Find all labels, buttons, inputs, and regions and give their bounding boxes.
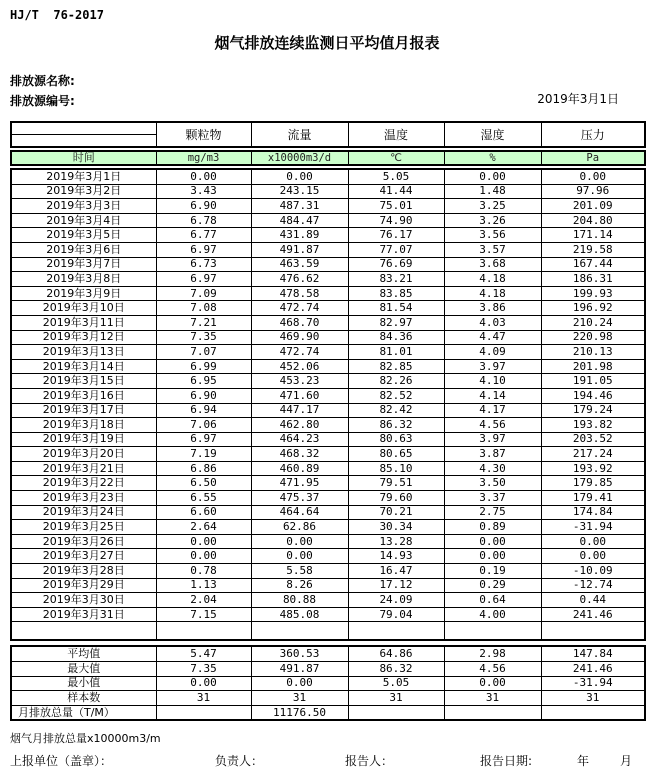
value-cell: 79.04 <box>348 607 444 622</box>
table-row <box>11 213 645 228</box>
value-cell: 6.90 <box>156 388 251 403</box>
value-cell: 491.87 <box>251 242 348 257</box>
time-header-spacer-top <box>11 122 156 135</box>
reporter-label: 报告人： <box>345 754 394 769</box>
value-cell: 17.12 <box>348 578 444 593</box>
value-cell: 74.90 <box>348 213 444 228</box>
date-cell: 2019年3月28日 <box>11 564 156 579</box>
value-cell: 3.37 <box>444 491 541 506</box>
month-label: 月 <box>620 754 633 769</box>
date-cell: 2019年3月4日 <box>11 213 156 228</box>
date-cell: 2019年3月30日 <box>11 593 156 608</box>
value-cell: 82.52 <box>348 388 444 403</box>
table-row <box>11 607 645 622</box>
value-cell: 179.41 <box>541 491 645 506</box>
value-cell: 469.90 <box>251 330 348 345</box>
value-cell: 203.52 <box>541 432 645 447</box>
value-cell: 453.23 <box>251 374 348 389</box>
value-cell: 0.78 <box>156 564 251 579</box>
date-cell: 2019年3月16日 <box>11 388 156 403</box>
value-cell: 4.17 <box>444 403 541 418</box>
table-row <box>11 228 645 243</box>
summary-label: 月排放总量（T/M） <box>11 705 156 720</box>
table-row <box>11 169 645 184</box>
value-cell: 6.99 <box>156 359 251 374</box>
value-cell: 193.82 <box>541 418 645 433</box>
column-header-1: 流量 <box>251 122 348 147</box>
date-cell: 2019年3月7日 <box>11 257 156 272</box>
table-row <box>11 505 645 520</box>
summary-value-cell: 5.47 <box>156 646 251 661</box>
summary-value-cell: 360.53 <box>251 646 348 661</box>
value-cell: 485.08 <box>251 607 348 622</box>
value-cell: 452.06 <box>251 359 348 374</box>
value-cell: 460.89 <box>251 461 348 476</box>
summary-value-cell: 86.32 <box>348 662 444 677</box>
units-row <box>11 151 645 165</box>
value-cell: 86.32 <box>348 418 444 433</box>
date-cell: 2019年3月8日 <box>11 272 156 287</box>
table-row <box>11 447 645 462</box>
time-header-spacer-bottom <box>11 135 156 148</box>
value-cell: 472.74 <box>251 345 348 360</box>
value-cell: 3.56 <box>444 228 541 243</box>
report-table <box>10 121 644 721</box>
table-row <box>11 359 645 374</box>
value-cell: -12.74 <box>541 578 645 593</box>
value-cell: 167.44 <box>541 257 645 272</box>
summary-value-cell: 64.86 <box>348 646 444 661</box>
value-cell: 4.18 <box>444 272 541 287</box>
value-cell: 4.18 <box>444 286 541 301</box>
blank-cell <box>444 622 541 641</box>
value-cell: 220.98 <box>541 330 645 345</box>
summary-value-cell: 7.35 <box>156 662 251 677</box>
summary-value-cell: 31 <box>541 691 645 706</box>
summary-value-cell: 31 <box>251 691 348 706</box>
column-header-2: 温度 <box>348 122 444 147</box>
table-row <box>11 272 645 287</box>
value-cell: 83.85 <box>348 286 444 301</box>
table-row <box>11 461 645 476</box>
summary-row <box>11 676 645 691</box>
value-cell: 70.21 <box>348 505 444 520</box>
value-cell: 4.00 <box>444 607 541 622</box>
value-cell: 447.17 <box>251 403 348 418</box>
table-row <box>11 345 645 360</box>
source-id-row <box>10 90 644 108</box>
summary-value-cell: 2.98 <box>444 646 541 661</box>
date-cell: 2019年3月27日 <box>11 549 156 564</box>
value-cell: 80.65 <box>348 447 444 462</box>
value-cell: 6.50 <box>156 476 251 491</box>
value-cell: 0.19 <box>444 564 541 579</box>
summary-value-cell: 241.46 <box>541 662 645 677</box>
value-cell: 4.03 <box>444 315 541 330</box>
parameter-header-row <box>11 122 645 135</box>
value-cell: 194.46 <box>541 388 645 403</box>
table-row <box>11 534 645 549</box>
value-cell: 82.26 <box>348 374 444 389</box>
value-cell: 13.28 <box>348 534 444 549</box>
value-cell: 0.00 <box>156 549 251 564</box>
table-row <box>11 388 645 403</box>
value-cell: 4.56 <box>444 418 541 433</box>
summary-value-cell: 31 <box>444 691 541 706</box>
summary-value-cell: 4.56 <box>444 662 541 677</box>
value-cell: 7.07 <box>156 345 251 360</box>
summary-row <box>11 662 645 677</box>
value-cell: 30.34 <box>348 520 444 535</box>
summary-value-cell: -31.94 <box>541 676 645 691</box>
value-cell: 7.06 <box>156 418 251 433</box>
value-cell: 7.19 <box>156 447 251 462</box>
table-row <box>11 257 645 272</box>
value-cell: 0.00 <box>251 169 348 184</box>
column-unit-2: ℃ <box>348 151 444 165</box>
value-cell: 6.97 <box>156 272 251 287</box>
table-row <box>11 476 645 491</box>
value-cell: 464.23 <box>251 432 348 447</box>
date-cell: 2019年3月20日 <box>11 447 156 462</box>
column-unit-3: % <box>444 151 541 165</box>
value-cell: 217.24 <box>541 447 645 462</box>
date-cell: 2019年3月26日 <box>11 534 156 549</box>
value-cell: 7.35 <box>156 330 251 345</box>
value-cell: 81.54 <box>348 301 444 316</box>
value-cell: 462.80 <box>251 418 348 433</box>
value-cell: 3.87 <box>444 447 541 462</box>
value-cell: 24.09 <box>348 593 444 608</box>
value-cell: 0.89 <box>444 520 541 535</box>
date-cell: 2019年3月24日 <box>11 505 156 520</box>
source-name-label: 排放源名称: <box>10 74 75 88</box>
value-cell: 6.60 <box>156 505 251 520</box>
value-cell: 476.62 <box>251 272 348 287</box>
value-cell: 0.00 <box>541 549 645 564</box>
value-cell: 2.75 <box>444 505 541 520</box>
value-cell: 484.47 <box>251 213 348 228</box>
summary-row <box>11 705 645 720</box>
value-cell: 0.00 <box>444 534 541 549</box>
summary-value-cell <box>156 705 251 720</box>
value-cell: 1.13 <box>156 578 251 593</box>
table-row <box>11 418 645 433</box>
blank-cell <box>251 622 348 641</box>
value-cell: 0.64 <box>444 593 541 608</box>
table-row <box>11 301 645 316</box>
table-row <box>11 199 645 214</box>
table-row <box>11 286 645 301</box>
table-row <box>11 593 645 608</box>
value-cell: 4.09 <box>444 345 541 360</box>
value-cell: 8.26 <box>251 578 348 593</box>
value-cell: 14.93 <box>348 549 444 564</box>
date-cell: 2019年3月14日 <box>11 359 156 374</box>
value-cell: 2.04 <box>156 593 251 608</box>
value-cell: 41.44 <box>348 184 444 199</box>
date-cell: 2019年3月11日 <box>11 315 156 330</box>
summary-table <box>10 645 646 721</box>
value-cell: 62.86 <box>251 520 348 535</box>
value-cell: 84.36 <box>348 330 444 345</box>
summary-value-cell <box>541 705 645 720</box>
value-cell: 6.97 <box>156 432 251 447</box>
column-header-3: 湿度 <box>444 122 541 147</box>
value-cell: 4.30 <box>444 461 541 476</box>
value-cell: 6.55 <box>156 491 251 506</box>
value-cell: 5.58 <box>251 564 348 579</box>
table-row <box>11 374 645 389</box>
table-row <box>11 491 645 506</box>
summary-label: 最大值 <box>11 662 156 677</box>
value-cell: 3.97 <box>444 359 541 374</box>
summary-label: 平均值 <box>11 646 156 661</box>
value-cell: 243.15 <box>251 184 348 199</box>
table-row <box>11 330 645 345</box>
value-cell: 0.00 <box>541 534 645 549</box>
value-cell: 471.95 <box>251 476 348 491</box>
value-cell: 76.17 <box>348 228 444 243</box>
time-header-cell: 时间 <box>11 151 156 165</box>
responsible-person-label: 负责人： <box>215 754 264 769</box>
value-cell: 201.09 <box>541 199 645 214</box>
summary-label: 样本数 <box>11 691 156 706</box>
blank-row <box>11 622 645 641</box>
value-cell: 0.29 <box>444 578 541 593</box>
value-cell: 83.21 <box>348 272 444 287</box>
summary-row <box>11 646 645 661</box>
value-cell: 241.46 <box>541 607 645 622</box>
value-cell: 179.24 <box>541 403 645 418</box>
value-cell: 1.48 <box>444 184 541 199</box>
value-cell: 82.85 <box>348 359 444 374</box>
summary-label: 最小值 <box>11 676 156 691</box>
report-date-label: 报告日期: <box>480 754 533 769</box>
report-date: 2019年3月1日 <box>537 92 619 106</box>
column-unit-1: x10000m3/d <box>251 151 348 165</box>
value-cell: 4.10 <box>444 374 541 389</box>
value-cell: 7.15 <box>156 607 251 622</box>
date-cell: 2019年3月29日 <box>11 578 156 593</box>
summary-value-cell: 0.00 <box>156 676 251 691</box>
value-cell: 6.97 <box>156 242 251 257</box>
value-cell: 204.80 <box>541 213 645 228</box>
value-cell: 3.97 <box>444 432 541 447</box>
report-unit-label: 上报单位（盖章）： <box>10 754 113 769</box>
value-cell: 6.94 <box>156 403 251 418</box>
value-cell: 75.01 <box>348 199 444 214</box>
blank-cell <box>348 622 444 641</box>
summary-value-cell: 31 <box>156 691 251 706</box>
value-cell: 79.51 <box>348 476 444 491</box>
summary-value-cell: 31 <box>348 691 444 706</box>
summary-value-cell: 0.00 <box>251 676 348 691</box>
date-cell: 2019年3月13日 <box>11 345 156 360</box>
page-title: 烟气排放连续监测日平均值月报表 <box>214 34 440 52</box>
value-cell: 3.26 <box>444 213 541 228</box>
table-row <box>11 564 645 579</box>
date-cell: 2019年3月3日 <box>11 199 156 214</box>
value-cell: -31.94 <box>541 520 645 535</box>
value-cell: 472.74 <box>251 301 348 316</box>
value-cell: 191.05 <box>541 374 645 389</box>
table-row <box>11 403 645 418</box>
value-cell: 16.47 <box>348 564 444 579</box>
date-cell: 2019年3月23日 <box>11 491 156 506</box>
column-unit-0: mg/m3 <box>156 151 251 165</box>
table-column-headers <box>10 121 646 148</box>
value-cell: 6.77 <box>156 228 251 243</box>
value-cell: 6.78 <box>156 213 251 228</box>
date-cell: 2019年3月1日 <box>11 169 156 184</box>
value-cell: 82.97 <box>348 315 444 330</box>
value-cell: 82.42 <box>348 403 444 418</box>
value-cell: 80.63 <box>348 432 444 447</box>
value-cell: 468.32 <box>251 447 348 462</box>
table-row <box>11 549 645 564</box>
table-row <box>11 520 645 535</box>
value-cell: 3.25 <box>444 199 541 214</box>
table-row <box>11 242 645 257</box>
column-header-4: 压力 <box>541 122 645 147</box>
column-header-0: 颗粒物 <box>156 122 251 147</box>
value-cell: 0.00 <box>444 169 541 184</box>
blank-cell <box>156 622 251 641</box>
value-cell: 201.98 <box>541 359 645 374</box>
value-cell: 77.07 <box>348 242 444 257</box>
value-cell: 0.00 <box>444 549 541 564</box>
value-cell: -10.09 <box>541 564 645 579</box>
summary-value-cell: 11176.50 <box>251 705 348 720</box>
value-cell: 179.85 <box>541 476 645 491</box>
value-cell: 80.88 <box>251 593 348 608</box>
value-cell: 478.58 <box>251 286 348 301</box>
value-cell: 79.60 <box>348 491 444 506</box>
value-cell: 85.10 <box>348 461 444 476</box>
date-cell: 2019年3月12日 <box>11 330 156 345</box>
summary-value-cell <box>444 705 541 720</box>
date-cell: 2019年3月25日 <box>11 520 156 535</box>
value-cell: 6.95 <box>156 374 251 389</box>
value-cell: 0.00 <box>156 534 251 549</box>
value-cell: 471.60 <box>251 388 348 403</box>
table-row <box>11 578 645 593</box>
value-cell: 3.43 <box>156 184 251 199</box>
value-cell: 81.01 <box>348 345 444 360</box>
table-row <box>11 432 645 447</box>
value-cell: 431.89 <box>251 228 348 243</box>
value-cell: 76.69 <box>348 257 444 272</box>
date-cell: 2019年3月9日 <box>11 286 156 301</box>
summary-value-cell: 491.87 <box>251 662 348 677</box>
summary-row <box>11 691 645 706</box>
value-cell: 3.50 <box>444 476 541 491</box>
value-cell: 0.00 <box>156 169 251 184</box>
date-cell: 2019年3月18日 <box>11 418 156 433</box>
value-cell: 4.14 <box>444 388 541 403</box>
value-cell: 210.24 <box>541 315 645 330</box>
value-cell: 7.09 <box>156 286 251 301</box>
table-units-row <box>10 150 646 166</box>
date-cell: 2019年3月5日 <box>11 228 156 243</box>
value-cell: 475.37 <box>251 491 348 506</box>
value-cell: 463.59 <box>251 257 348 272</box>
value-cell: 464.64 <box>251 505 348 520</box>
value-cell: 186.31 <box>541 272 645 287</box>
year-label: 年 <box>577 754 590 769</box>
value-cell: 3.57 <box>444 242 541 257</box>
value-cell: 0.00 <box>251 549 348 564</box>
value-cell: 97.96 <box>541 184 645 199</box>
date-cell: 2019年3月31日 <box>11 607 156 622</box>
value-cell: 171.14 <box>541 228 645 243</box>
daily-data-table <box>10 168 646 641</box>
summary-value-cell: 0.00 <box>444 676 541 691</box>
date-cell: 2019年3月6日 <box>11 242 156 257</box>
value-cell: 6.73 <box>156 257 251 272</box>
value-cell: 7.08 <box>156 301 251 316</box>
date-cell: 2019年3月15日 <box>11 374 156 389</box>
date-cell: 2019年3月10日 <box>11 301 156 316</box>
value-cell: 3.86 <box>444 301 541 316</box>
value-cell: 196.92 <box>541 301 645 316</box>
value-cell: 5.05 <box>348 169 444 184</box>
total-flow-note: 烟气月排放总量x10000m3/m <box>10 732 161 746</box>
blank-cell <box>11 622 156 641</box>
value-cell: 2.64 <box>156 520 251 535</box>
date-cell: 2019年3月17日 <box>11 403 156 418</box>
value-cell: 174.84 <box>541 505 645 520</box>
signature-line <box>10 752 644 768</box>
value-cell: 7.21 <box>156 315 251 330</box>
value-cell: 3.68 <box>444 257 541 272</box>
date-cell: 2019年3月2日 <box>11 184 156 199</box>
value-cell: 468.70 <box>251 315 348 330</box>
value-cell: 6.86 <box>156 461 251 476</box>
value-cell: 6.90 <box>156 199 251 214</box>
value-cell: 0.00 <box>251 534 348 549</box>
summary-value-cell: 147.84 <box>541 646 645 661</box>
blank-cell <box>541 622 645 641</box>
summary-value-cell <box>348 705 444 720</box>
column-unit-4: Pa <box>541 151 645 165</box>
summary-value-cell: 5.05 <box>348 676 444 691</box>
value-cell: 199.93 <box>541 286 645 301</box>
value-cell: 219.58 <box>541 242 645 257</box>
value-cell: 193.92 <box>541 461 645 476</box>
date-cell: 2019年3月22日 <box>11 476 156 491</box>
date-cell: 2019年3月21日 <box>11 461 156 476</box>
value-cell: 210.13 <box>541 345 645 360</box>
table-row <box>11 184 645 199</box>
value-cell: 0.44 <box>541 593 645 608</box>
standard-code: HJ/T 76-2017 <box>10 8 104 22</box>
date-cell: 2019年3月19日 <box>11 432 156 447</box>
value-cell: 0.00 <box>541 169 645 184</box>
value-cell: 487.31 <box>251 199 348 214</box>
value-cell: 4.47 <box>444 330 541 345</box>
source-id-label: 排放源编号: <box>10 94 75 108</box>
table-row <box>11 315 645 330</box>
